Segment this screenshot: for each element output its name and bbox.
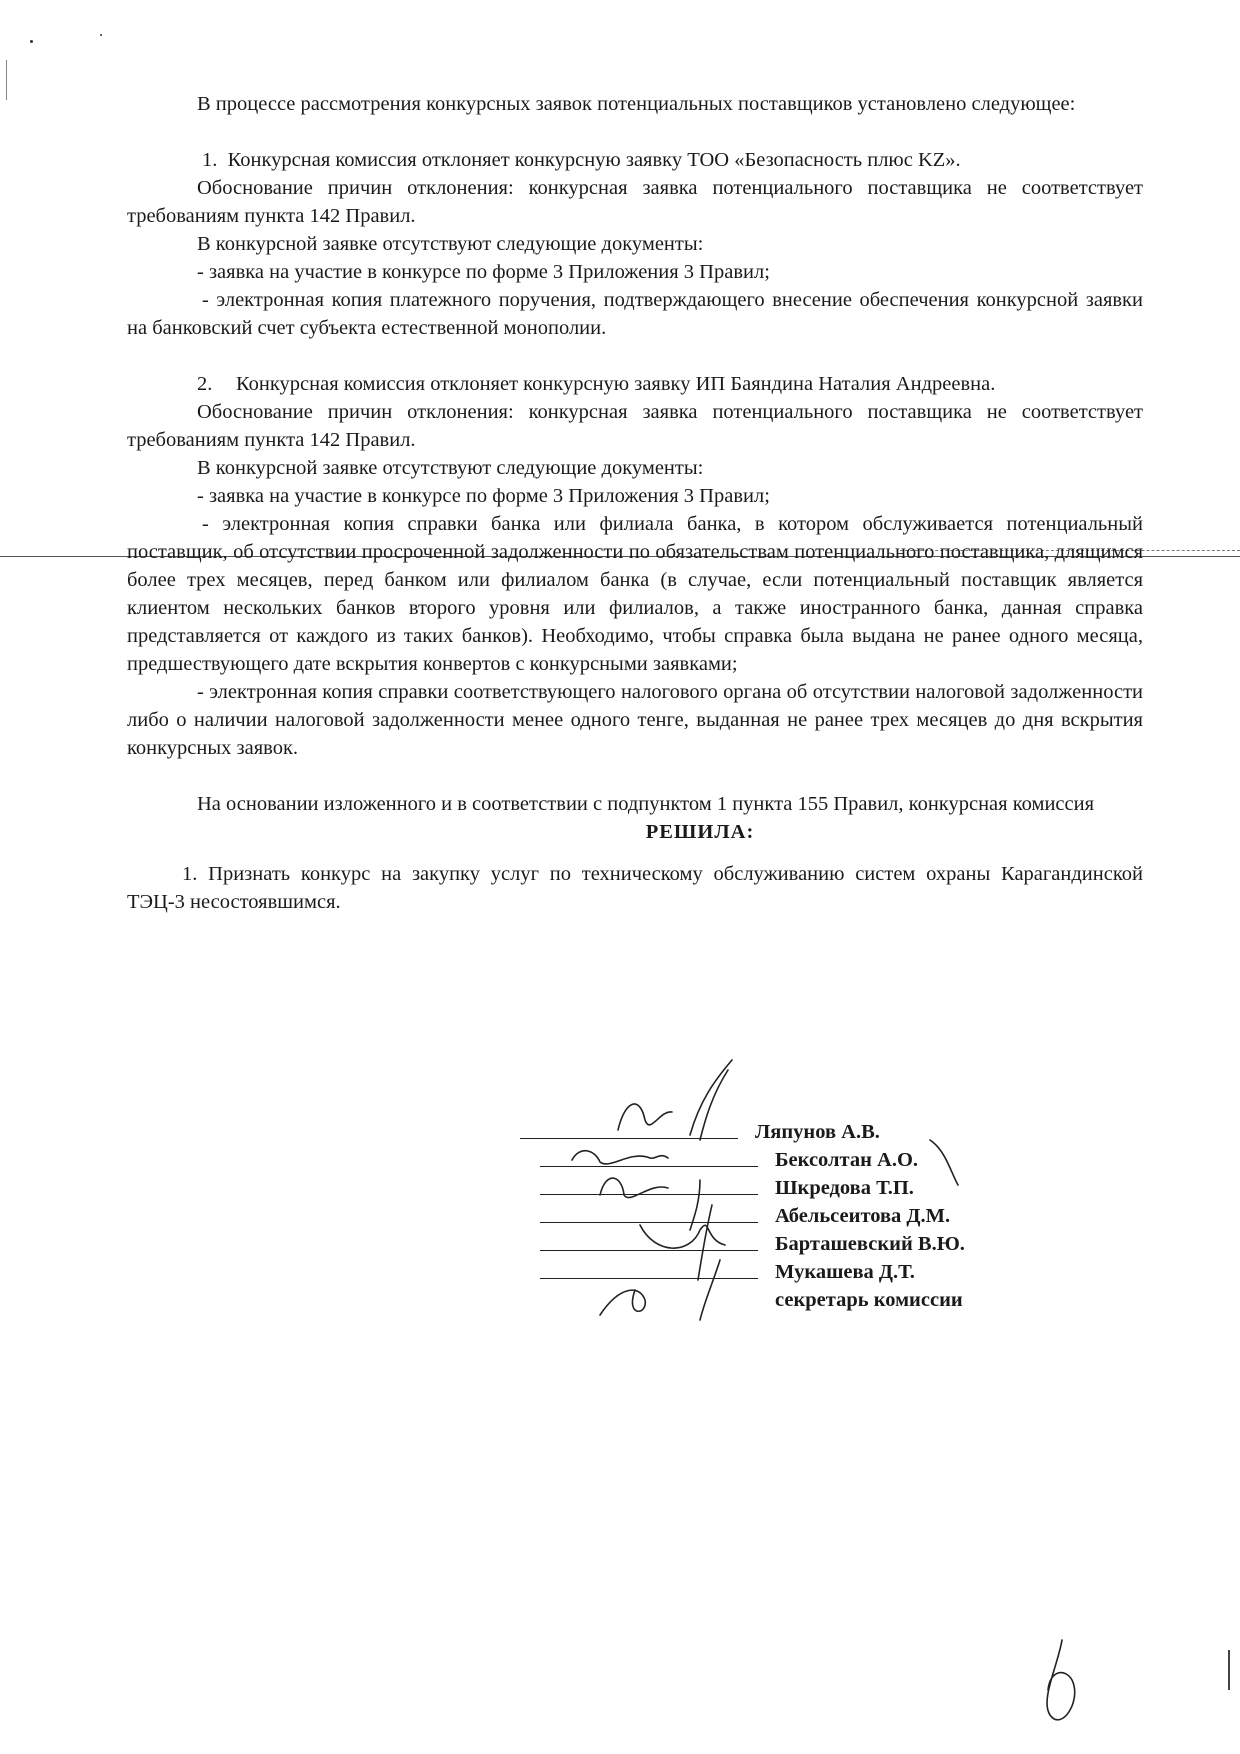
signatory-name: Мукашева Д.Т. xyxy=(775,1261,915,1283)
basis-paragraph: На основании изложенного и в соответствии с подпунктом 1 пункта 155 Правил, конкурсная комиссия xyxy=(197,793,1095,815)
signatory-name: секретарь комиссии xyxy=(775,1289,963,1311)
item-2-doc: - заявка на участие в конкурсе по форме 3 Приложения 3 Правил; xyxy=(197,485,770,507)
intro-paragraph: В процессе рассмотрения конкурсных заявок потенциальных поставщиков установлено следующее: xyxy=(197,93,1076,115)
signature-mark xyxy=(618,1060,732,1140)
signature-mark xyxy=(930,1140,958,1185)
item-2-reason: Обоснование причин отклонения: конкурсная заявка потенциального поставщика не соответствует требованиям пункта 142 Правил. xyxy=(127,401,1143,451)
item-2-missing-header: В конкурсной заявке отсутствуют следующие документы: xyxy=(197,457,704,479)
signatory-name: Абельсеитова Д.М. xyxy=(775,1205,951,1227)
item-2-doc: - электронная копия справки банка или филиала банка, в котором обслуживается потенциальный поставщик, об отсутствии просроченной задолженности по обязательствам потенциального поставщика, длящимся более трех месяцев, перед банком или филиалом банка (в случае, если потенциальный поставщик является клиентом нескольких банков второго уровня или филиалов, а также иностранного банка, данная справка представляется от каждого из таких банков). Необходимо, чтобы справка была выдана не ранее одного месяца, предшествующего дате вскрытия конвертов с конкурсными заявками; xyxy=(127,513,1143,675)
signatory-name: Шкредова Т.П. xyxy=(775,1177,914,1199)
decision-heading: РЕШИЛА: xyxy=(645,821,755,843)
signature-mark xyxy=(600,1178,700,1230)
item-1-doc: - электронная копия платежного поручения, подтверждающего внесение обеспечения конкурсной заявки на банковский счет субъекта естественной монополии. xyxy=(127,289,1143,339)
signatory-name: Барташевский В.Ю. xyxy=(775,1233,965,1255)
item-1-title-text: Конкурсная комиссия отклоняет конкурсную заявку ТОО «Безопасность плюс KZ». xyxy=(227,149,961,171)
item-1-doc: - заявка на участие в конкурсе по форме 3 Приложения 3 Правил; xyxy=(197,261,770,283)
signature-mark xyxy=(572,1151,668,1164)
signature-mark xyxy=(640,1205,725,1280)
item-2-number: 2. xyxy=(197,373,213,395)
decision-paragraph: 1. Признать конкурс на закупку услуг по техническому обслуживанию систем охраны Карагандинской ТЭЦ-3 несостоявшимся. xyxy=(127,863,1143,913)
item-1-number: 1. xyxy=(202,149,218,171)
initials-mark xyxy=(1047,1640,1075,1720)
signatory-name: Бексолтан А.О. xyxy=(775,1149,919,1171)
signatory-name: Ляпунов А.В. xyxy=(755,1121,880,1143)
signature-mark xyxy=(600,1260,720,1320)
item-2-doc: - электронная копия справки соответствующего налогового органа об отсутствии налоговой задолженности либо о наличии налоговой задолженности менее одного тенге, выданная не ранее трех месяцев до дня вскрытия конкурсных заявок. xyxy=(127,681,1143,759)
item-1-missing-header: В конкурсной заявке отсутствуют следующие документы: xyxy=(197,233,704,255)
item-2-title-text: Конкурсная комиссия отклоняет конкурсную заявку ИП Баяндина Наталия Андреевна. xyxy=(236,373,996,395)
item-1-reason: Обоснование причин отклонения: конкурсная заявка потенциального поставщика не соответствует требованиям пункта 142 Правил. xyxy=(127,177,1143,227)
